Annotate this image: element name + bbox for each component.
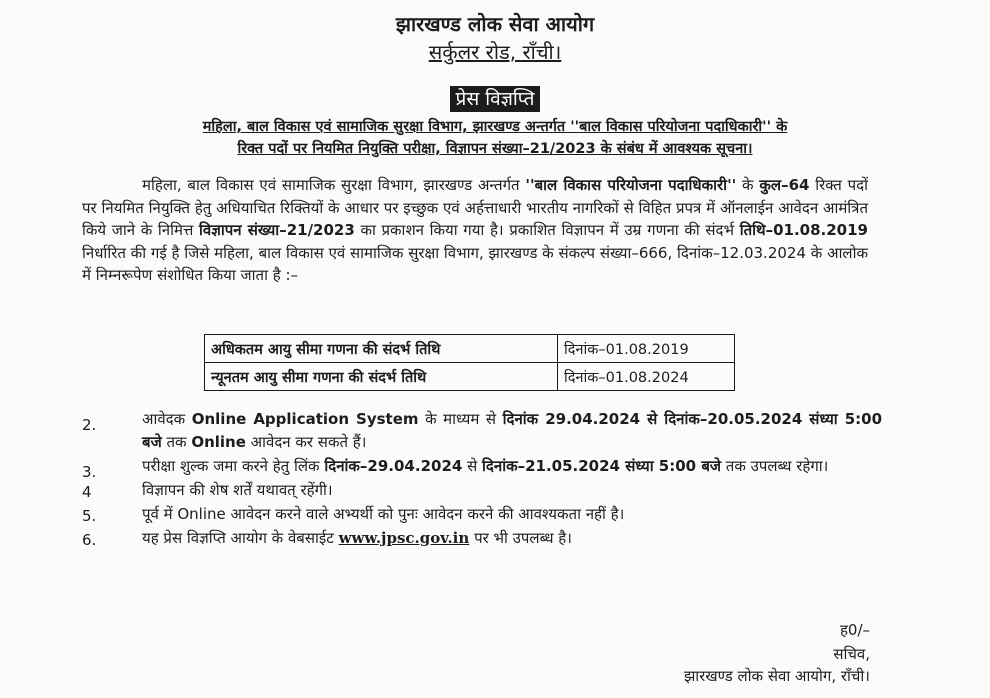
item-text: [142, 408, 882, 454]
signatory-designation: सचिव,: [833, 645, 870, 663]
organization-address: सर्कुलर रोड, राँची।: [428, 40, 562, 64]
item-text: [142, 527, 882, 550]
list-item: [82, 503, 882, 526]
table-row: [205, 335, 735, 363]
organization-name: झारखण्ड लोक सेवा आयोग: [395, 12, 595, 36]
fee-start-date: दिनांक–29.04.2024: [324, 457, 463, 475]
item-text: पूर्व में Online आवेदन करने वाले अभ्यर्थी को पुनः आवेदन करने की आवश्यकता नहीं है।: [142, 505, 625, 523]
fee-end-date: दिनांक–21.05.2024 संध्या 5:00 बजे: [482, 457, 722, 475]
website-link[interactable]: www.jpsc.gov.in: [338, 529, 470, 547]
item-number: 3.: [82, 463, 97, 481]
press-release-label: प्रेस विज्ञप्ति: [450, 86, 541, 112]
signatory-organization: झारखण्ड लोक सेवा आयोग, राँची।: [683, 667, 870, 685]
para-text-4: का प्रकाशन किया गया है। प्रकाशित विज्ञापन में उम्र गणना की संदर्भ: [354, 221, 740, 239]
item-text: [142, 455, 882, 478]
list-item: [82, 527, 882, 550]
table-cell-value: दिनांक–01.08.2024: [558, 363, 735, 391]
press-release-heading-wrap: [0, 86, 990, 112]
subject-line-1: महिला, बाल विकास एवं सामाजिक सुरक्षा विभाग, झारखण्ड अन्तर्गत ''बाल विकास परियोजना पदाधिकारी'' के: [202, 119, 788, 135]
item-text-part: आवेदक: [142, 410, 192, 428]
total-vacancies: कुल–64: [759, 176, 810, 194]
item-bold-part: Online: [191, 433, 246, 451]
item-bold-part: Online Application System: [191, 410, 419, 428]
table-cell-label: न्यूनतम आयु सीमा गणना की संदर्भ तिथि: [205, 363, 558, 391]
item-text: विज्ञापन की शेष शर्तें यथावत् रहेंगी।: [142, 481, 333, 499]
para-text-2: के: [736, 176, 760, 194]
list-item: [82, 455, 882, 481]
application-dates: दिनांक 29.04.2024 से दिनांक–20.05.2024 संध्या 5:00 बजे: [142, 410, 883, 451]
item-text-part: परीक्षा शुल्क जमा करने हेतु लिंक: [142, 457, 325, 475]
item-text-part: तक: [161, 433, 192, 451]
age-reference-table: [204, 334, 735, 391]
reference-date: तिथि–01.08.2019: [739, 221, 868, 239]
item-number: 5.: [82, 507, 97, 525]
subject-line-2: रिक्त पदों पर नियमित नियुक्ति परीक्षा, विज्ञापन संख्या–21/2023 के संबंध में आवश्यक सूचना।: [237, 141, 753, 157]
table-row: [205, 363, 735, 391]
item-number: 6.: [82, 531, 97, 549]
para-text-5: निर्धारित की गई है जिसे महिला, बाल विकास एवं सामाजिक सुरक्षा विभाग, झारखण्ड के संकल्प संख्या–666, दिनांक–12.03.2024 के आलोक में निम्नरूपेण संशोधित किया जाता है :–: [82, 243, 868, 284]
numbered-points: [82, 408, 882, 551]
advertisement-number: विज्ञापन संख्या–21/2023: [199, 221, 355, 239]
item-text-part: यह प्रेस विज्ञप्ति आयोग के वेबसाईट: [142, 529, 339, 547]
item-text-part: तक उपलब्ध रहेगा।: [721, 457, 829, 475]
item-text-part: के माध्यम से: [418, 410, 503, 428]
post-name: ''बाल विकास परियोजना पदाधिकारी'': [525, 176, 737, 194]
signature-mark: ह0/–: [839, 621, 870, 639]
list-item: [82, 479, 882, 502]
item-text-part: से: [462, 457, 483, 475]
table-cell-label: अधिकतम आयु सीमा गणना की संदर्भ तिथि: [205, 335, 558, 363]
item-number: 4: [82, 483, 92, 501]
item-text-part: आवेदन कर सकते हैं।: [245, 433, 367, 451]
para-text-1: महिला, बाल विकास एवं सामाजिक सुरक्षा विभाग, झारखण्ड अन्तर्गत: [142, 176, 526, 194]
para-text-3: रिक्त पदों पर नियमित नियुक्ति हेतु अधियाचित रिक्तियों के आधार पर इच्छुक एवं अर्हत्ताधारी भारतीय नागरिकों से विहित प्रपत्र में ऑनलाईन आवेदन आमंत्रित किये जाने के निमित्त: [82, 176, 869, 239]
table-cell-value: दिनांक–01.08.2019: [558, 335, 735, 363]
item-text-part: पर भी उपलब्ध है।: [469, 529, 572, 547]
notice-subject: [70, 116, 920, 160]
main-paragraph: [82, 174, 868, 287]
list-item: [82, 408, 882, 454]
item-number: 2.: [82, 416, 97, 434]
